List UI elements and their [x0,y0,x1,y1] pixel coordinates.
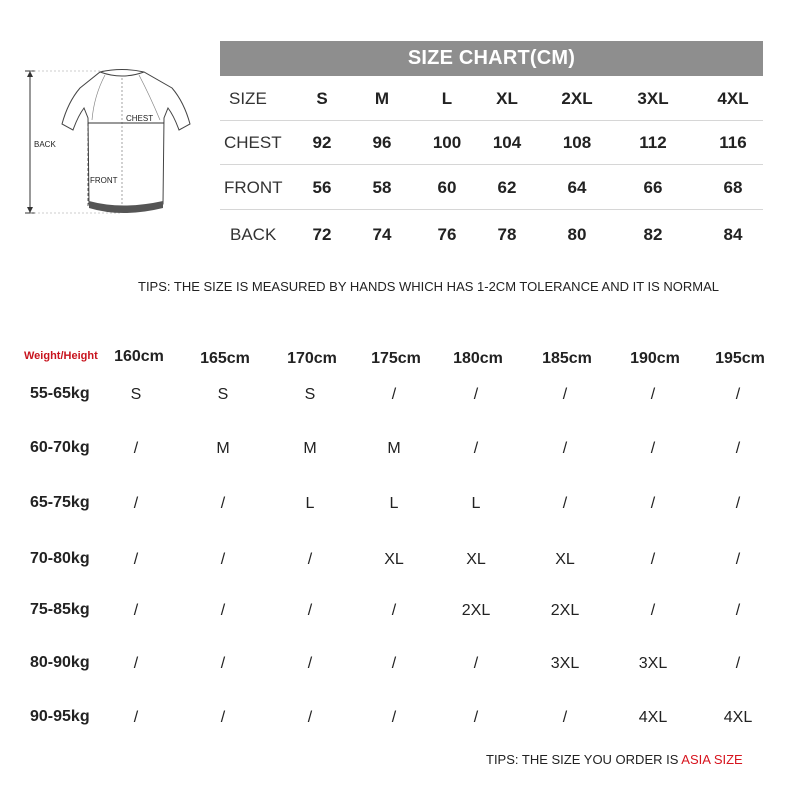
size-recommendation-cell: / [562,495,568,512]
size-recommendation-cell: / [735,551,741,568]
size-recommendation-cell: / [133,709,139,726]
size-recommendation-cell: / [473,655,479,672]
size-recommendation-cell: 4XL [638,709,668,726]
size-recommendation-cell: / [220,655,226,672]
size-recommendation-cell: M [387,440,401,457]
size-cell: L [441,89,453,108]
size-recommendation-cell: / [735,655,741,672]
size-recommendation-cell: XL [466,551,486,568]
size-recommendation-cell: / [735,440,741,457]
size-cell: 96 [372,133,392,152]
size-recommendation-cell: / [650,386,656,403]
size-recommendation-cell: / [220,602,226,619]
size-recommendation-cell: / [562,440,568,457]
size-cell: 4XL [717,89,749,108]
size-recommendation-cell: / [307,709,313,726]
size-cell: 66 [643,178,663,197]
size-recommendation-cell: / [735,602,741,619]
size-recommendation-cell: 4XL [723,709,753,726]
size-recommendation-cell: / [735,495,741,512]
size-recommendation-cell: / [391,655,397,672]
size-cell: 116 [719,133,747,152]
size-cell: 92 [312,133,332,152]
size-recommendation-cell: / [650,495,656,512]
size-recommendation-cell: / [391,709,397,726]
size-recommendation-cell: / [473,709,479,726]
front-label: FRONT [90,176,118,185]
size-recommendation-cell: / [133,602,139,619]
size-recommendation-cell: / [650,440,656,457]
weight-row-label: 90-95kg [30,708,90,725]
size-recommendation-cell: / [220,495,226,512]
size-row-label: BACK [230,225,277,244]
size-cell: 64 [567,178,587,197]
size-recommendation-cell: / [133,551,139,568]
size-cell: 108 [562,133,592,152]
size-cell: S [316,89,328,108]
size-cell: 72 [312,225,332,244]
size-cell: 74 [372,225,392,244]
tip-highlight: ASIA SIZE [681,752,743,767]
size-recommendation-cell: / [473,386,479,403]
size-chart-title: SIZE CHART(CM) [220,41,763,76]
height-header: 175cm [371,350,421,367]
size-recommendation-cell: / [391,602,397,619]
size-recommendation-cell: / [133,440,139,457]
size-recommendation-cell: / [220,709,226,726]
size-recommendation-cell: / [133,655,139,672]
size-recommendation-cell: / [735,386,741,403]
size-recommendation-cell: S [217,386,229,403]
weight-row-label: 55-65kg [30,385,90,402]
size-recommendation-cell: 2XL [461,602,491,619]
size-recommendation-cell: / [307,551,313,568]
size-cell: 2XL [561,89,593,108]
size-row-label: FRONT [224,178,283,197]
weight-height-corner-label: Weight/Height [24,350,98,362]
jersey-diagram [22,66,197,218]
row-divider [220,164,763,165]
size-recommendation-cell: M [303,440,317,457]
size-recommendation-cell: S [130,386,142,403]
size-cell: 100 [432,133,462,152]
size-cell: 3XL [637,89,669,108]
weight-row-label: 70-80kg [30,550,90,567]
height-header: 195cm [715,350,765,367]
size-recommendation-cell: / [220,551,226,568]
size-recommendation-cell: XL [384,551,404,568]
size-cell: 58 [372,178,392,197]
size-recommendation-cell: M [216,440,230,457]
size-recommendation-cell: L [471,495,481,512]
tolerance-tip: TIPS: THE SIZE IS MEASURED BY HANDS WHICH HAS 1-2CM TOLERANCE AND IT IS NORMAL [138,279,720,294]
weight-row-label: 80-90kg [30,654,90,671]
row-divider [220,120,763,121]
size-cell: 68 [723,178,743,197]
height-header: 170cm [287,350,337,367]
size-cell: 82 [643,225,663,244]
size-recommendation-cell: 2XL [550,602,580,619]
tip-prefix: TIPS: THE SIZE YOU ORDER IS [486,752,682,767]
size-recommendation-cell: L [305,495,315,512]
size-cell: 84 [723,225,743,244]
height-header: 180cm [453,350,503,367]
size-cell: 78 [497,225,517,244]
size-cell: 80 [567,225,587,244]
size-cell: 76 [437,225,457,244]
size-recommendation-cell: / [650,602,656,619]
size-recommendation-cell: / [562,709,568,726]
size-recommendation-cell: / [650,551,656,568]
size-recommendation-cell: / [473,440,479,457]
size-cell: 60 [437,178,457,197]
asia-size-tip [486,752,743,767]
weight-row-label: 65-75kg [30,494,90,511]
weight-row-label: 75-85kg [30,601,90,618]
height-header: 160cm [114,348,164,365]
size-cell: 104 [492,133,522,152]
size-recommendation-cell: L [389,495,399,512]
row-divider [220,209,763,210]
size-cell: XL [496,89,518,108]
size-recommendation-cell: S [304,386,316,403]
size-cell: 62 [497,178,517,197]
size-row-label: SIZE [229,89,267,108]
size-recommendation-cell: / [307,602,313,619]
size-recommendation-cell: XL [555,551,575,568]
back-label: BACK [34,140,56,149]
size-recommendation-cell: / [133,495,139,512]
height-header: 190cm [630,350,680,367]
size-cell: 112 [639,133,667,152]
chest-label: CHEST [126,114,154,123]
size-cell: M [374,89,390,108]
size-recommendation-cell: 3XL [638,655,668,672]
weight-row-label: 60-70kg [30,439,90,456]
height-header: 185cm [542,350,592,367]
size-cell: 56 [312,178,332,197]
size-recommendation-cell: 3XL [550,655,580,672]
size-row-label: CHEST [224,133,282,152]
size-recommendation-cell: / [562,386,568,403]
size-recommendation-cell: / [307,655,313,672]
height-header: 165cm [200,350,250,367]
size-recommendation-cell: / [391,386,397,403]
